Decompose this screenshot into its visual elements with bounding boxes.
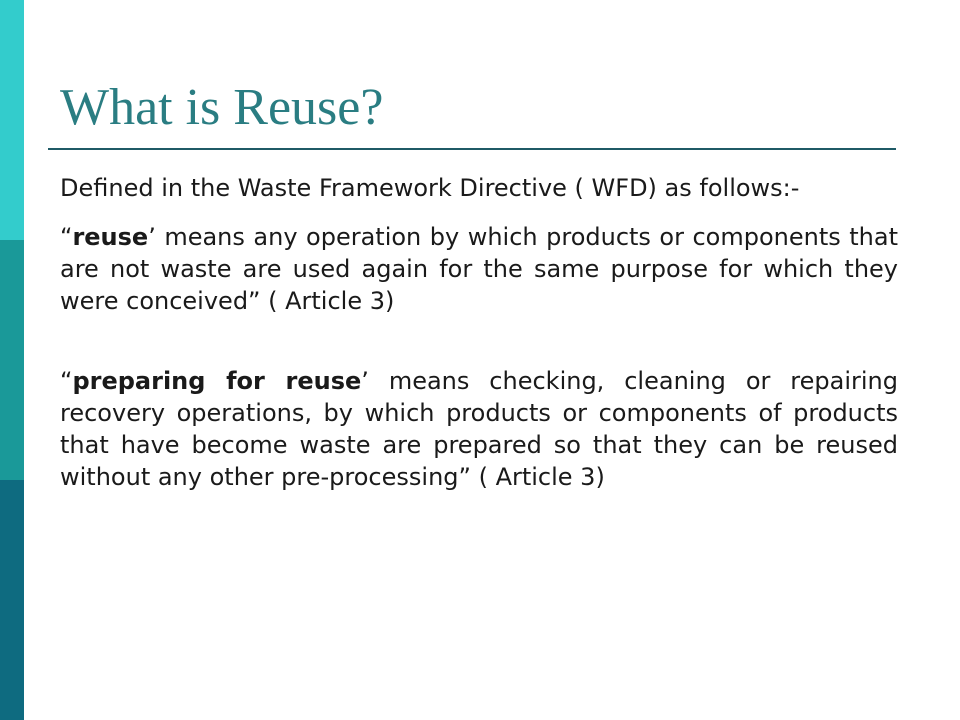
- reuse-definition: [60, 221, 898, 317]
- side-bar-segment-middle: [0, 240, 24, 480]
- defined-term: reuse: [72, 223, 149, 251]
- slide-body: [60, 172, 898, 493]
- slide-title: What is Reuse?: [60, 79, 384, 136]
- preparing-for-reuse-definition: [60, 365, 898, 493]
- side-bar-segment-bottom: [0, 480, 24, 720]
- side-bar-segment-top: [0, 0, 24, 240]
- decorative-side-bar: [0, 0, 24, 720]
- definition-text: ’ means checking, cleaning or repairing recovery operations, by which products or components of products that have become waste are prepared so that they can be reused without any other pre-processing” ( Article 3): [60, 367, 898, 491]
- title-divider: [48, 148, 896, 150]
- intro-paragraph: Defined in the Waste Framework Directive ( WFD) as follows:-: [60, 174, 800, 202]
- open-quote: “: [60, 367, 73, 395]
- defined-term: preparing for reuse: [72, 367, 362, 395]
- definition-text: ’ means any operation by which products or components that are not waste are used again for the same purpose for which they were conceived” ( Article 3): [60, 223, 898, 315]
- open-quote: “: [60, 223, 73, 251]
